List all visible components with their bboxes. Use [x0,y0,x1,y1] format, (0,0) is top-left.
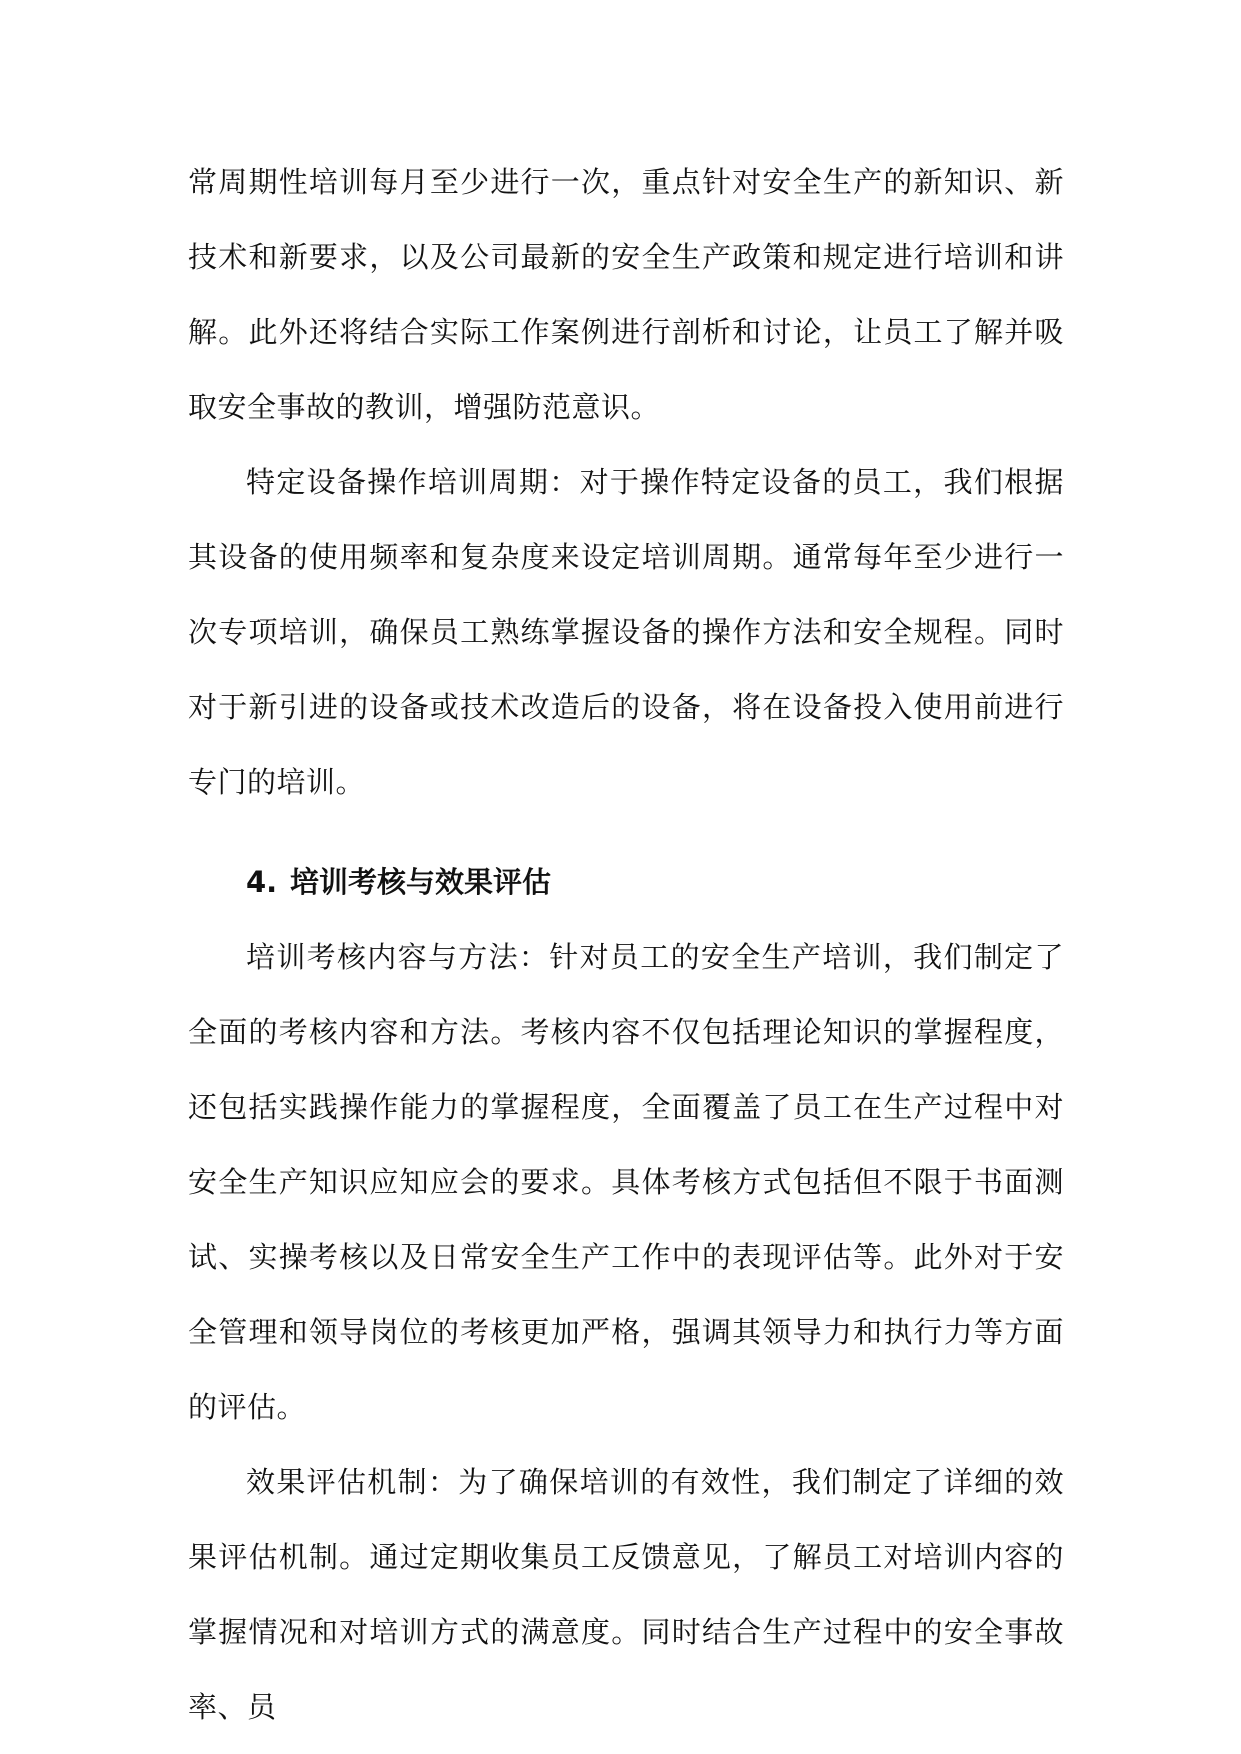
section-number: 4. [246,865,278,899]
paragraph-effect-evaluation: 效果评估机制：为了确保培训的有效性，我们制定了详细的效果评估机制。通过定期收集员工反馈意见，了解员工对培训内容的掌握情况和对培训方式的满意度。同时结合生产过程中的安全事故率、员 [188,1465,1064,1724]
document-body [188,145,1064,1745]
paragraph-periodic-training: 常周期性培训每月至少进行一次，重点针对安全生产的新知识、新技术和新要求，以及公司最新的安全生产政策和规定进行培训和讲解。此外还将结合实际工作案例进行剖析和讨论，让员工了解并吸取安全事故的教训，增强防范意识。 [188,165,1064,424]
section-title: 培训考核与效果评估 [290,865,552,899]
paragraph-assessment-methods: 培训考核内容与方法：针对员工的安全生产培训，我们制定了全面的考核内容和方法。考核内容不仅包括理论知识的掌握程度，还包括实践操作能力的掌握程度，全面覆盖了员工在生产过程中对安全生产知识应知应会的要求。具体考核方式包括但不限于书面测试、实操考核以及日常安全生产工作中的表现评估等。此外对于安全管理和领导岗位的考核更加严格，强调其领导力和执行力等方面的评估。 [188,940,1064,1424]
paragraph-equipment-training: 特定设备操作培训周期：对于操作特定设备的员工，我们根据其设备的使用频率和复杂度来设定培训周期。通常每年至少进行一次专项培训，确保员工熟练掌握设备的操作方法和安全规程。同时对于新引进的设备或技术改造后的设备，将在设备投入使用前进行专门的培训。 [188,465,1064,799]
section-heading [188,845,1064,920]
